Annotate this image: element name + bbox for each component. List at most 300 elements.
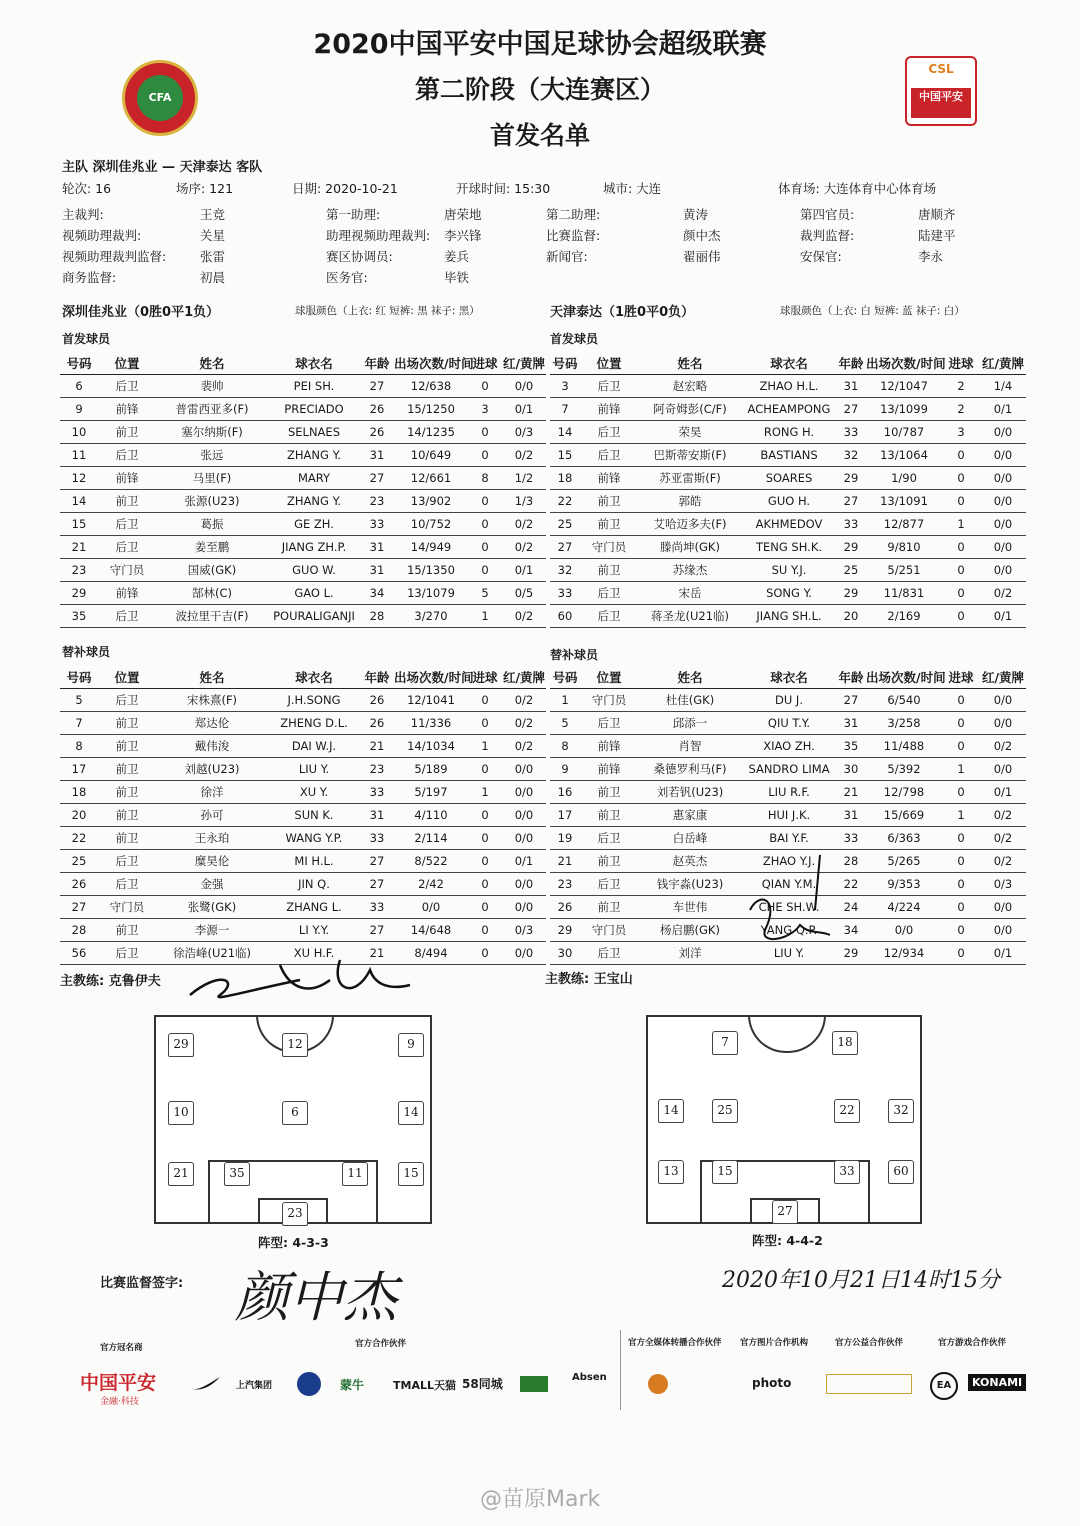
player-name-cn: 杨启鹏(GK) <box>638 919 742 942</box>
player-apps: 6/540 <box>866 689 942 712</box>
player-apps: 3/258 <box>866 712 942 735</box>
player-position: 前卫 <box>580 490 638 513</box>
column-header: 出场次数/时间 <box>394 352 468 375</box>
player-shirt-name: ZHANG L. <box>268 896 360 919</box>
player-age: 24 <box>836 896 866 919</box>
player-number: 26 <box>60 873 98 896</box>
player-name-cn: 宋岳 <box>638 582 742 605</box>
player-age: 26 <box>360 398 394 421</box>
official-name: 毕铁 <box>444 270 470 285</box>
player-name-cn: 艾哈迈多夫(F) <box>638 513 742 536</box>
player-apps: 0/0 <box>866 919 942 942</box>
player-apps: 12/661 <box>394 467 468 490</box>
player-position: 前卫 <box>98 735 156 758</box>
player-shirt-name: ZHAO Y.J. <box>742 850 836 873</box>
player-cards: 0/0 <box>980 490 1026 513</box>
nike-icon <box>188 1374 222 1392</box>
official-role: 安保官: <box>800 249 842 264</box>
player-name-cn: 姜至鹏 <box>156 536 268 559</box>
player-apps: 11/488 <box>866 735 942 758</box>
player-name-cn: 滕尚坤(GK) <box>638 536 742 559</box>
player-name-cn: 徐洋 <box>156 781 268 804</box>
player-apps: 13/1091 <box>866 490 942 513</box>
player-goals: 0 <box>468 942 502 965</box>
player-shirt-marker: 60 <box>888 1160 914 1184</box>
sponsor-header-charity: 官方公益合作伙伴 <box>835 1338 904 1348</box>
watermark: @苗原Mark <box>480 1487 601 1512</box>
official-name: 姜兵 <box>444 249 470 264</box>
player-shirt-name: SELNAES <box>268 421 360 444</box>
player-name-cn: 裴帅 <box>156 375 268 398</box>
player-age: 25 <box>836 559 866 582</box>
player-cards: 0/3 <box>502 919 546 942</box>
player-age: 21 <box>836 781 866 804</box>
player-shirt-name: ZHAO H.L. <box>742 375 836 398</box>
player-shirt-name: WANG Y.P. <box>268 827 360 850</box>
player-goals: 0 <box>468 689 502 712</box>
player-name-cn: 刘越(U23) <box>156 758 268 781</box>
player-number: 27 <box>550 536 580 559</box>
player-goals: 0 <box>942 559 980 582</box>
player-cards: 0/0 <box>980 896 1026 919</box>
column-header: 位置 <box>580 352 638 375</box>
player-goals: 0 <box>468 444 502 467</box>
player-shirt-marker: 29 <box>168 1033 194 1057</box>
player-cards: 0/0 <box>980 536 1026 559</box>
player-row <box>60 919 546 942</box>
player-row <box>550 559 1026 582</box>
player-shirt-name: SU Y.J. <box>742 559 836 582</box>
player-number: 60 <box>550 605 580 628</box>
column-header: 姓名 <box>156 352 268 375</box>
column-header: 位置 <box>580 666 638 689</box>
player-number: 23 <box>60 559 98 582</box>
official-name: 黄涛 <box>683 207 709 222</box>
player-row <box>60 513 546 536</box>
official-name: 颜中杰 <box>683 228 721 243</box>
player-age: 27 <box>836 689 866 712</box>
player-shirt-marker: 10 <box>168 1101 194 1125</box>
player-position: 后卫 <box>580 827 638 850</box>
sponsor-tmall: TMALL天猫 <box>393 1379 456 1392</box>
player-row <box>550 398 1026 421</box>
player-shirt-name: XU Y. <box>268 781 360 804</box>
player-cards: 0/0 <box>502 375 546 398</box>
official-name: 张雷 <box>200 249 226 264</box>
player-number: 14 <box>60 490 98 513</box>
official-role: 第一助理: <box>326 207 381 222</box>
player-number: 22 <box>60 827 98 850</box>
player-goals: 0 <box>468 758 502 781</box>
player-goals: 0 <box>942 605 980 628</box>
column-header: 年龄 <box>836 352 866 375</box>
player-apps: 14/648 <box>394 919 468 942</box>
player-cards: 0/0 <box>980 513 1026 536</box>
sponsor-58: 58同城 <box>462 1377 503 1391</box>
player-apps: 9/353 <box>866 873 942 896</box>
player-age: 31 <box>836 712 866 735</box>
player-cards: 0/0 <box>502 758 546 781</box>
player-shirt-name: GUO W. <box>268 559 360 582</box>
player-name-cn: 戴伟浚 <box>156 735 268 758</box>
player-goals: 0 <box>468 850 502 873</box>
player-cards: 0/2 <box>502 444 546 467</box>
player-row <box>60 398 546 421</box>
official-role: 赛区协调员: <box>326 249 393 264</box>
player-name-cn: 肖智 <box>638 735 742 758</box>
player-name-cn: 郭皓 <box>638 490 742 513</box>
cfa-logo-text: CFA <box>137 75 183 121</box>
player-cards: 1/2 <box>502 467 546 490</box>
player-shirt-name: BASTIANS <box>742 444 836 467</box>
player-age: 28 <box>836 850 866 873</box>
player-apps: 12/934 <box>866 942 942 965</box>
player-cards: 0/1 <box>980 398 1026 421</box>
player-number: 18 <box>60 781 98 804</box>
player-shirt-name: XU H.F. <box>268 942 360 965</box>
column-header: 红/黄牌 <box>980 352 1026 375</box>
player-position: 后卫 <box>98 689 156 712</box>
player-shirt-name: SOARES <box>742 467 836 490</box>
player-shirt-marker: 18 <box>832 1031 858 1055</box>
sponsor-circle-logo <box>297 1372 321 1396</box>
player-cards: 0/2 <box>980 850 1026 873</box>
player-age: 34 <box>360 582 394 605</box>
player-position: 前卫 <box>98 827 156 850</box>
player-position: 守门员 <box>580 689 638 712</box>
player-position: 前卫 <box>580 804 638 827</box>
player-apps: 12/798 <box>866 781 942 804</box>
player-row <box>60 896 546 919</box>
player-name-cn: 车世伟 <box>638 896 742 919</box>
player-cards: 0/5 <box>502 582 546 605</box>
sponsor-divider <box>620 1330 621 1410</box>
teams-line: 主队 深圳佳兆业 — 天津泰达 客队 <box>62 160 263 175</box>
player-position: 前锋 <box>98 398 156 421</box>
player-goals: 0 <box>468 896 502 919</box>
player-number: 11 <box>60 444 98 467</box>
player-row <box>550 689 1026 712</box>
player-apps: 10/752 <box>394 513 468 536</box>
player-apps: 12/1041 <box>394 689 468 712</box>
player-age: 29 <box>836 582 866 605</box>
player-goals: 5 <box>468 582 502 605</box>
player-shirt-name: SUN K. <box>268 804 360 827</box>
player-name-cn: 王永珀 <box>156 827 268 850</box>
player-shirt-marker: 27 <box>772 1200 798 1224</box>
player-cards: 0/0 <box>502 873 546 896</box>
player-number: 35 <box>60 605 98 628</box>
player-number: 29 <box>60 582 98 605</box>
home-kit-colors: 球服颜色（上衣: 红 短裤: 黑 袜子: 黑） <box>295 305 480 317</box>
column-header: 红/黄牌 <box>980 666 1026 689</box>
player-goals: 0 <box>942 444 980 467</box>
player-number: 9 <box>60 398 98 421</box>
player-shirt-marker: 6 <box>282 1101 308 1125</box>
player-shirt-name: XIAO ZH. <box>742 735 836 758</box>
player-name-cn: 惠家康 <box>638 804 742 827</box>
player-cards: 0/2 <box>502 536 546 559</box>
player-shirt-name: J.H.SONG <box>268 689 360 712</box>
away-team-name: 天津泰达（1胜0平0负） <box>550 305 695 320</box>
player-position: 前锋 <box>98 467 156 490</box>
player-apps: 13/1099 <box>866 398 942 421</box>
player-number: 12 <box>60 467 98 490</box>
player-goals: 0 <box>468 490 502 513</box>
official-name: 唐荣地 <box>444 207 482 222</box>
player-number: 22 <box>550 490 580 513</box>
player-position: 前卫 <box>580 513 638 536</box>
player-row <box>550 421 1026 444</box>
official-name: 翟丽伟 <box>683 249 721 264</box>
player-name-cn: 李源一 <box>156 919 268 942</box>
player-age: 29 <box>836 467 866 490</box>
player-row <box>60 467 546 490</box>
sponsor-saic: 上汽集团 <box>236 1381 273 1391</box>
player-age: 21 <box>360 735 394 758</box>
column-header: 红/黄牌 <box>502 352 546 375</box>
column-header: 年龄 <box>360 352 394 375</box>
table-header-row <box>550 352 1026 375</box>
sponsor-pingan-sub: 金融·科技 <box>100 1397 139 1407</box>
player-goals: 0 <box>942 827 980 850</box>
player-shirt-name: PRECIADO <box>268 398 360 421</box>
player-number: 9 <box>550 758 580 781</box>
player-apps: 15/1350 <box>394 559 468 582</box>
player-number: 7 <box>60 712 98 735</box>
player-number: 15 <box>60 513 98 536</box>
player-apps: 15/1250 <box>394 398 468 421</box>
sponsor-konami: KONAMI <box>968 1374 1026 1391</box>
player-name-cn: 钱宇淼(U23) <box>638 873 742 896</box>
match-number: 场序: 121 <box>176 181 234 196</box>
player-position: 前卫 <box>98 919 156 942</box>
player-goals: 1 <box>942 513 980 536</box>
official-name: 陆建平 <box>918 228 956 243</box>
player-row <box>60 781 546 804</box>
player-cards: 0/3 <box>502 421 546 444</box>
player-goals: 0 <box>468 421 502 444</box>
home-formation: 阵型: 4-3-3 <box>258 1235 329 1250</box>
player-age: 21 <box>360 942 394 965</box>
player-cards: 0/1 <box>502 850 546 873</box>
away-formation-pitch <box>646 1015 922 1224</box>
player-cards: 0/0 <box>502 827 546 850</box>
column-header: 姓名 <box>638 352 742 375</box>
player-age: 31 <box>836 804 866 827</box>
away-coach-signature <box>720 850 840 960</box>
player-shirt-name: ZHANG Y. <box>268 490 360 513</box>
player-age: 30 <box>836 758 866 781</box>
player-age: 31 <box>360 444 394 467</box>
player-age: 34 <box>836 919 866 942</box>
player-row <box>60 559 546 582</box>
away-kit-colors: 球服颜色（上衣: 白 短裤: 蓝 袜子: 白） <box>780 305 965 317</box>
player-position: 前锋 <box>98 582 156 605</box>
player-age: 33 <box>360 781 394 804</box>
official-name: 初晨 <box>200 270 226 285</box>
player-goals: 0 <box>468 873 502 896</box>
player-apps: 5/392 <box>866 758 942 781</box>
official-role: 新闻官: <box>546 249 588 264</box>
player-cards: 0/2 <box>502 735 546 758</box>
player-cards: 0/0 <box>980 444 1026 467</box>
sponsor-header-broadcast: 官方全媒体转播合作伙伴 <box>628 1338 722 1348</box>
player-age: 23 <box>360 490 394 513</box>
player-apps: 14/949 <box>394 536 468 559</box>
player-row <box>550 375 1026 398</box>
player-goals: 0 <box>942 689 980 712</box>
sponsor-ea: EA <box>930 1372 958 1400</box>
player-shirt-name: CHE SH.W. <box>742 896 836 919</box>
player-apps: 4/110 <box>394 804 468 827</box>
player-shirt-marker: 35 <box>224 1162 250 1186</box>
player-age: 31 <box>360 804 394 827</box>
player-apps: 12/638 <box>394 375 468 398</box>
official-role: 第四官员: <box>800 207 855 222</box>
column-header: 年龄 <box>836 666 866 689</box>
player-row <box>550 513 1026 536</box>
home-formation-pitch <box>154 1015 432 1224</box>
player-name-cn: 郜林(C) <box>156 582 268 605</box>
column-header: 球衣名 <box>742 352 836 375</box>
player-cards: 0/0 <box>980 919 1026 942</box>
player-name-cn: 马里(F) <box>156 467 268 490</box>
player-cards: 0/1 <box>980 781 1026 804</box>
player-goals: 0 <box>942 467 980 490</box>
player-position: 前卫 <box>98 758 156 781</box>
player-age: 32 <box>836 444 866 467</box>
player-cards: 0/1 <box>502 559 546 582</box>
player-name-cn: 塞尔纳斯(F) <box>156 421 268 444</box>
player-name-cn: 桑德罗利马(F) <box>638 758 742 781</box>
player-position: 后卫 <box>580 605 638 628</box>
player-number: 32 <box>550 559 580 582</box>
column-header: 进球 <box>468 666 502 689</box>
player-cards: 0/0 <box>980 559 1026 582</box>
player-shirt-name: JIANG SH.L. <box>742 605 836 628</box>
column-header: 球衣名 <box>268 352 360 375</box>
player-shirt-name: BAI Y.F. <box>742 827 836 850</box>
player-goals: 0 <box>942 781 980 804</box>
player-name-cn: 郑达伦 <box>156 712 268 735</box>
player-apps: 14/1034 <box>394 735 468 758</box>
player-number: 21 <box>60 536 98 559</box>
player-number: 18 <box>550 467 580 490</box>
player-row <box>550 712 1026 735</box>
kickoff-time: 开球时间: 15:30 <box>456 181 551 196</box>
player-position: 前卫 <box>580 781 638 804</box>
official-role: 比赛监督: <box>546 228 601 243</box>
player-age: 27 <box>360 873 394 896</box>
player-apps: 11/336 <box>394 712 468 735</box>
official-role: 视频助理裁判: <box>62 228 142 243</box>
csl-sponsor-text: 中国平安 <box>911 88 971 118</box>
player-shirt-name: JIANG ZH.P. <box>268 536 360 559</box>
column-header: 进球 <box>942 666 980 689</box>
player-position: 后卫 <box>98 873 156 896</box>
player-goals: 1 <box>468 735 502 758</box>
player-name-cn: 波拉里干吉(F) <box>156 605 268 628</box>
player-row <box>60 421 546 444</box>
player-number: 16 <box>550 781 580 804</box>
supervisor-signature-label: 比赛监督签字: <box>100 1276 184 1291</box>
player-name-cn: 刘洋 <box>638 942 742 965</box>
player-row <box>550 735 1026 758</box>
player-number: 17 <box>550 804 580 827</box>
player-apps: 5/197 <box>394 781 468 804</box>
player-age: 20 <box>836 605 866 628</box>
player-number: 20 <box>60 804 98 827</box>
player-name-cn: 孙可 <box>156 804 268 827</box>
player-row <box>550 827 1026 850</box>
column-header: 姓名 <box>638 666 742 689</box>
player-position: 后卫 <box>98 605 156 628</box>
player-cards: 0/2 <box>980 582 1026 605</box>
title-stage: 第二阶段（大连赛区） <box>414 75 665 104</box>
home-subs-table <box>60 666 546 965</box>
player-name-cn: 苏亚雷斯(F) <box>638 467 742 490</box>
player-goals: 0 <box>942 850 980 873</box>
player-position: 守门员 <box>580 919 638 942</box>
player-cards: 0/2 <box>502 712 546 735</box>
player-shirt-name: YANG Q.P. <box>742 919 836 942</box>
sponsor-photo: photo <box>752 1376 792 1390</box>
player-age: 23 <box>360 758 394 781</box>
player-shirt-name: GAO L. <box>268 582 360 605</box>
player-row <box>60 735 546 758</box>
player-row <box>550 804 1026 827</box>
player-position: 前卫 <box>98 712 156 735</box>
home-starters-label: 首发球员 <box>62 332 111 346</box>
player-name-cn: 张鹭(GK) <box>156 896 268 919</box>
player-cards: 1/3 <box>502 490 546 513</box>
player-name-cn: 徐浩峰(U21临) <box>156 942 268 965</box>
player-position: 前卫 <box>580 559 638 582</box>
player-name-cn: 赵英杰 <box>638 850 742 873</box>
table-header-row <box>60 666 546 689</box>
player-shirt-marker: 9 <box>398 1033 424 1057</box>
player-name-cn: 赵宏略 <box>638 375 742 398</box>
player-name-cn: 张远 <box>156 444 268 467</box>
official-name: 李永 <box>918 249 944 264</box>
player-shirt-name: MARY <box>268 467 360 490</box>
player-shirt-name: HUI J.K. <box>742 804 836 827</box>
home-coach: 主教练: 克鲁伊夫 <box>60 974 161 989</box>
official-name: 王竞 <box>200 207 226 222</box>
player-position: 前锋 <box>580 467 638 490</box>
sponsor-header-title: 官方冠名商 <box>100 1343 143 1353</box>
player-goals: 0 <box>468 536 502 559</box>
player-goals: 0 <box>942 735 980 758</box>
table-header-row <box>60 352 546 375</box>
player-row <box>60 444 546 467</box>
player-goals: 1 <box>468 781 502 804</box>
sponsor-header-game: 官方游戏合作伙伴 <box>938 1338 1007 1348</box>
player-goals: 0 <box>468 804 502 827</box>
player-shirt-name: LIU Y. <box>742 942 836 965</box>
player-age: 33 <box>360 513 394 536</box>
player-position: 后卫 <box>580 421 638 444</box>
player-apps: 14/1235 <box>394 421 468 444</box>
player-cards: 0/2 <box>980 804 1026 827</box>
player-number: 33 <box>550 582 580 605</box>
player-cards: 0/0 <box>980 689 1026 712</box>
official-role: 商务监督: <box>62 270 117 285</box>
player-goals: 0 <box>942 919 980 942</box>
official-name: 关星 <box>200 228 226 243</box>
player-name-cn: 荣昊 <box>638 421 742 444</box>
